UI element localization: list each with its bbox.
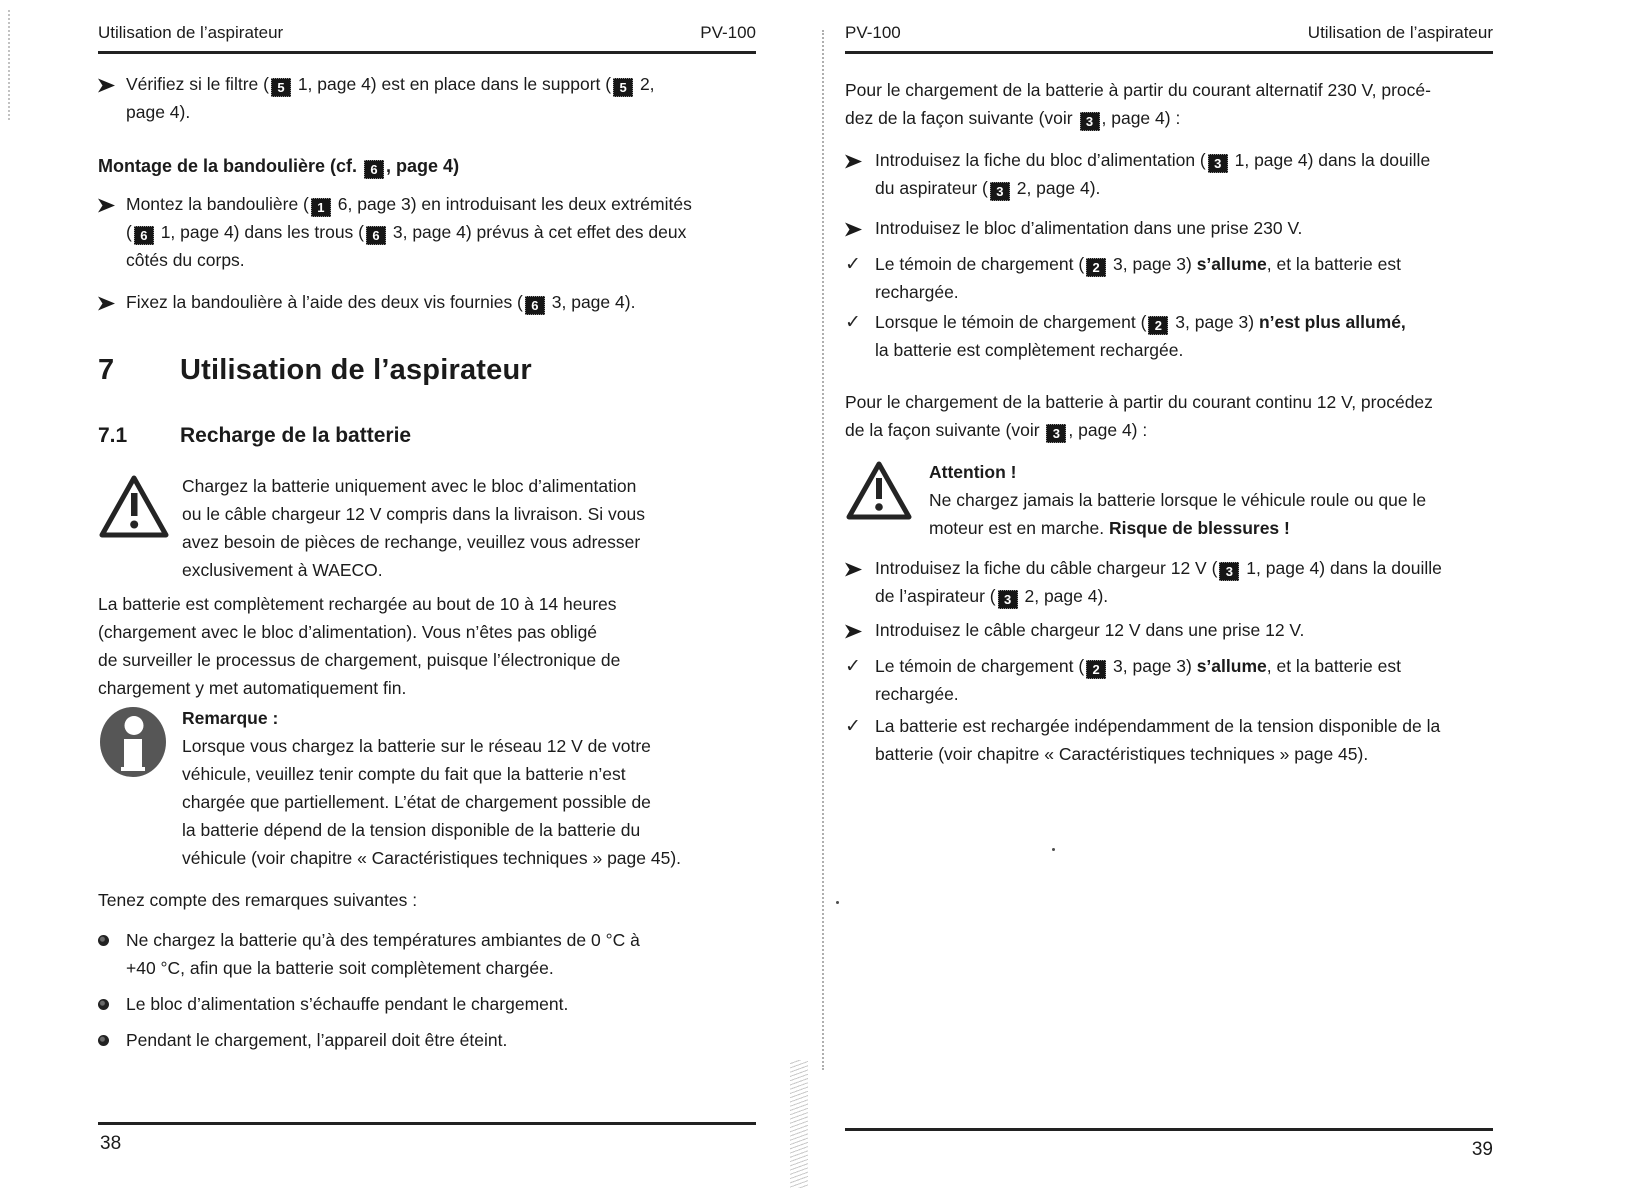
step-text: Introduisez le bloc d’alimentation dans une prise 230 V.: [875, 218, 1303, 238]
arrow-bullet-icon: [845, 554, 875, 577]
running-title: Utilisation de l’aspirateur: [98, 23, 284, 42]
warning-triangle-icon: [98, 472, 182, 548]
checkmark-icon: ✓: [845, 312, 861, 333]
result-charge-independent: [845, 712, 1493, 768]
step-text: Introduisez la fiche du bloc d’alimentation ( 3 1, page 4) dans la douille du aspirateur ( 3 2, page 4).: [875, 150, 1431, 199]
note-text: Lorsque vous chargez la batterie sur le réseau 12 V de votre véhicule, veuillez tenir compte du fait que la batterie n’est chargée que partiellement. L’état de chargement possible de la batterie dépend de la tension disponible de la batterie du véhicule (voir chapitre « Caractéristiques techniques » page 45).: [182, 736, 682, 868]
step-fix-strap: [98, 288, 756, 316]
figure-ref-badge: 3: [1219, 562, 1239, 581]
step-verify-filter: [98, 70, 756, 126]
remarks-intro: Tenez compte des remarques suivantes :: [98, 890, 418, 910]
section-heading-7: [98, 352, 756, 388]
result-text: Le témoin de chargement ( 2 3, page 3) s’allume, et la batterie est rechargée.: [875, 254, 1401, 302]
step-mount-strap: [98, 190, 756, 274]
subsection-heading-7-1: [98, 422, 756, 450]
remark-switched-off: [98, 1026, 756, 1054]
remark-heating: [98, 990, 756, 1018]
figure-ref-badge: 6: [364, 160, 384, 179]
section-title: Utilisation de l’aspirateur: [180, 354, 532, 386]
page-38-header: [98, 22, 756, 54]
figure-ref-badge: 5: [613, 78, 633, 97]
arrow-bullet-icon: [845, 214, 875, 237]
remark-text: Pendant le chargement, l’appareil doit être éteint.: [126, 1030, 508, 1050]
scan-speck: [1052, 848, 1055, 851]
figure-ref-badge: 3: [1208, 154, 1228, 173]
checkmark-icon: ✓: [845, 716, 861, 737]
attention-content: [929, 458, 1493, 542]
step-text: Introduisez le câble chargeur 12 V dans une prise 12 V.: [875, 620, 1305, 640]
subsection-number: 7.1: [98, 424, 128, 447]
attention-title: Attention !: [929, 462, 1017, 482]
result-led-on: [845, 250, 1493, 306]
step-text: Introduisez la fiche du câble chargeur 12 V ( 3 1, page 4) dans la douille de l’aspirateur ( 3 2, page 4).: [875, 558, 1442, 607]
step-plug-12v-cable: [845, 554, 1493, 610]
scan-artifact-seam-bottom: [790, 1060, 808, 1188]
dot-bullet-icon: [98, 990, 126, 1010]
remark-text: Le bloc d’alimentation s’échauffe pendant le chargement.: [126, 994, 569, 1014]
page-number-right: 39: [1471, 1139, 1493, 1160]
page-38: [98, 22, 756, 1054]
page-number-left: 38: [100, 1133, 122, 1154]
result-led-off: [845, 308, 1493, 364]
scan-speck: [836, 901, 839, 904]
remark-text: Ne chargez la batterie qu’à des températures ambiantes de 0 °C à +40 °C, afin que la batterie soit complètement chargée.: [126, 930, 640, 978]
figure-ref-badge: 3: [990, 182, 1010, 201]
attention-text: Ne chargez jamais la batterie lorsque le véhicule roule ou que le moteur est en marche. Risque de blessures !: [929, 490, 1427, 538]
checkmark-icon: ✓: [845, 254, 861, 275]
footer-rule-right: [845, 1128, 1493, 1131]
step-text: Vérifiez si le filtre ( 5 1, page 4) est en place dans le support ( 5 2, page 4).: [126, 74, 655, 122]
arrow-bullet-icon: [98, 288, 126, 311]
arrow-bullet-icon: [98, 70, 126, 93]
warning-text: Chargez la batterie uniquement avec le bloc d’alimentation ou le câble chargeur 12 V compris dans la livraison. Si vous avez besoin de pièces de rechange, veuillez vous adresser exclusivement à WAECO.: [182, 476, 646, 580]
paragraph-230v-intro: Pour le chargement de la batterie à partir du courant alternatif 230 V, procé- dez de la façon suivante (voir 3 , page 4) :: [845, 80, 1431, 129]
arrow-bullet-icon: [98, 190, 126, 213]
figure-ref-badge: 6: [525, 296, 545, 315]
figure-ref-badge: 2: [1086, 660, 1106, 679]
model-number: PV-100: [700, 23, 756, 42]
step-text: Fixez la bandoulière à l’aide des deux vis fournies ( 6 3, page 4).: [126, 292, 636, 313]
step-text: Montez la bandoulière ( 1 6, page 3) en introduisant les deux extrémités ( 6 1, page 4) dans les trous ( 6 3, page 4) prévus à cet effet des deux côtés du corps.: [126, 194, 692, 270]
step-plug-12v-socket: [845, 616, 1493, 644]
figure-ref-badge: 2: [1148, 316, 1168, 335]
page-39-header: [845, 22, 1493, 54]
figure-ref-badge: 5: [271, 78, 291, 97]
figure-ref-badge: 3: [998, 590, 1018, 609]
warning-block: [98, 472, 756, 584]
paragraph-12v-intro: Pour le chargement de la batterie à partir du courant continu 12 V, procédez de la façon suivante (voir 3 , page 4) :: [845, 392, 1433, 441]
running-title: Utilisation de l’aspirateur: [1307, 23, 1493, 42]
page-fold-seam: [822, 30, 824, 1070]
result-text: Le témoin de chargement ( 2 3, page 3) s’allume, et la batterie est rechargée.: [875, 656, 1401, 704]
page-39: [845, 22, 1493, 768]
section-number: 7: [98, 354, 115, 386]
footer-rule-left: [98, 1122, 756, 1125]
arrow-bullet-icon: [845, 616, 875, 639]
figure-ref-badge: 2: [1086, 258, 1106, 277]
figure-ref-badge: 6: [366, 226, 386, 245]
figure-ref-badge: 6: [134, 226, 154, 245]
figure-ref-badge: 1: [311, 198, 331, 217]
warning-triangle-icon: [845, 458, 929, 530]
info-icon: [98, 704, 182, 786]
attention-block: [845, 458, 1493, 542]
subsection-title: Recharge de la batterie: [180, 424, 412, 447]
figure-ref-badge: 3: [1046, 424, 1066, 443]
step-plug-230v: [845, 214, 1493, 242]
result-text: Lorsque le témoin de chargement ( 2 3, page 3) n’est plus allumé, la batterie est complètement rechargée.: [875, 312, 1406, 360]
step-plug-adapter: [845, 146, 1493, 202]
remark-temperature: [98, 926, 756, 982]
note-title: Remarque :: [182, 708, 279, 728]
subheading-montage-bandouliere: Montage de la bandoulière (cf. 6 , page 4): [98, 156, 460, 177]
scan-artifact-left-edge: [8, 10, 10, 120]
figure-ref-badge: 3: [1080, 112, 1100, 131]
note-block: [98, 704, 756, 872]
result-led-on-12v: [845, 652, 1493, 708]
model-number: PV-100: [845, 23, 901, 42]
dot-bullet-icon: [98, 1026, 126, 1046]
paragraph-battery-charge-time: La batterie est complètement rechargée au bout de 10 à 14 heures (chargement avec le bloc d’alimentation). Vous n’êtes pas obligé de surveiller le processus de chargement, puisque l’électronique de chargement y met automatiquement fin.: [98, 594, 621, 698]
dot-bullet-icon: [98, 926, 126, 946]
arrow-bullet-icon: [845, 146, 875, 169]
checkmark-icon: ✓: [845, 656, 861, 677]
result-text: La batterie est rechargée indépendamment de la tension disponible de la batterie (voir chapitre « Caractéristiques techniques » page 45).: [875, 716, 1441, 764]
note-content: [182, 704, 756, 872]
